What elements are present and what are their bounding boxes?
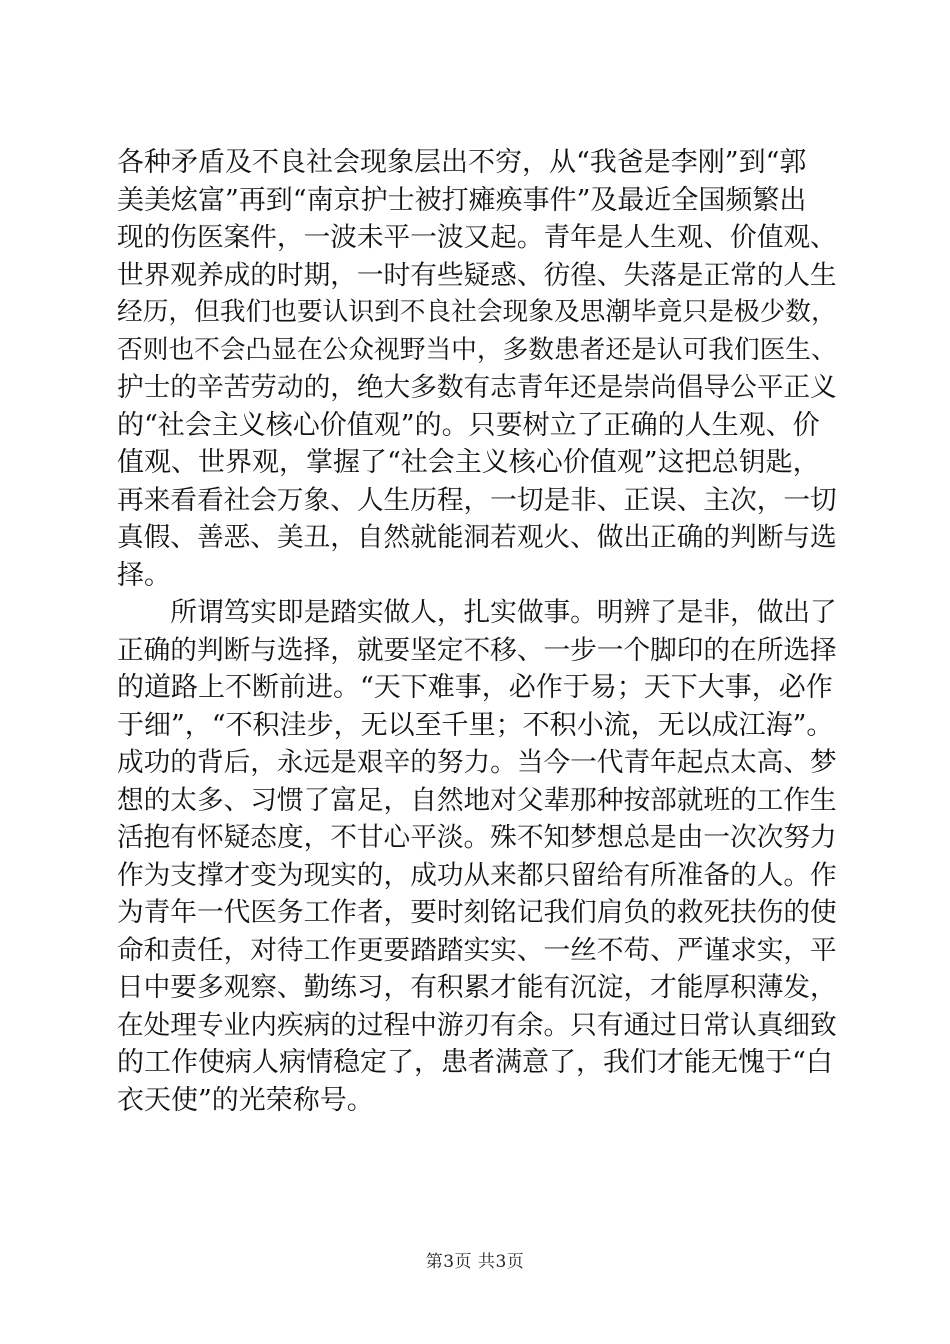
text-line: 所谓笃实即是踏实做人，扎实做事。明辨了是非，做出了 bbox=[117, 597, 837, 628]
text-line: 于细”，“不积洼步，无以至千里；不积小流，无以成江海”。 bbox=[117, 709, 834, 741]
text-line: 日中要多观察、勤练习，有积累才能有沉淀，才能厚积薄发， bbox=[117, 972, 837, 1003]
text-line: 成功的背后，永远是艰辛的努力。当今一代青年起点太高、梦 bbox=[117, 747, 837, 778]
text-line: 为青年一代医务工作者，要时刻铭记我们肩负的救死扶伤的使 bbox=[117, 897, 837, 928]
text-line: 值观、世界观，掌握了“社会主义核心价值观”这把总钥匙， bbox=[117, 447, 820, 478]
paragraph-2 bbox=[117, 594, 837, 1119]
text-line: 护士的辛苦劳动的，绝大多数有志青年还是崇尚倡导公平正义 bbox=[117, 372, 837, 403]
text-line: 命和责任，对待工作更要踏踏实实、一丝不苟、严谨求实，平 bbox=[117, 934, 837, 966]
text-line: 再来看看社会万象、人生历程，一切是非、正误、主次，一切 bbox=[117, 484, 837, 516]
text-line: 择。 bbox=[117, 559, 171, 591]
text-line: 的“社会主义核心价值观”的。只要树立了正确的人生观、价 bbox=[117, 409, 820, 441]
text-line: 经历，但我们也要认识到不良社会现象及思潮毕竟只是极少数， bbox=[117, 297, 837, 327]
text-line: 真假、善恶、美丑，自然就能洞若观火、做出正确的判断与选 bbox=[117, 522, 837, 553]
text-line: 的道路上不断前进。“天下难事，必作于易；天下大事，必作 bbox=[117, 672, 833, 703]
text-line: 活抱有怀疑态度，不甘心平淡。殊不知梦想总是由一次次努力 bbox=[117, 822, 837, 853]
text-line: 作为支撑才变为现实的，成功从来都只留给有所准备的人。作 bbox=[117, 859, 837, 891]
text-line: 的工作使病人病情稳定了，患者满意了，我们才能无愧于“白 bbox=[117, 1047, 833, 1078]
text-line: 想的太多、习惯了富足，自然地对父辈那种按部就班的工作生 bbox=[117, 784, 837, 816]
text-line: 世界观养成的时期，一时有些疑惑、彷徨、失落是正常的人生 bbox=[117, 259, 837, 291]
text-line: 正确的判断与选择，就要坚定不移、一步一个脚印的在所选择 bbox=[117, 634, 837, 666]
text-line: 在处理专业内疾病的过程中游刃有余。只有通过日常认真细致 bbox=[117, 1009, 837, 1041]
text-line: 现的伤医案件，一波未平一波又起。青年是人生观、价值观、 bbox=[117, 222, 837, 253]
page-indicator: 第3页 共3页 bbox=[425, 1252, 525, 1272]
page-footer bbox=[0, 1247, 950, 1272]
text-line: 否则也不会凸显在公众视野当中，多数患者还是认可我们医生、 bbox=[117, 334, 837, 365]
text-line: 美美炫富”再到“南京护士被打瘫痪事件”及最近全国频繁出 bbox=[117, 184, 807, 216]
text-line: 衣天使”的光荣称号。 bbox=[117, 1084, 374, 1116]
paragraph-1 bbox=[117, 144, 837, 594]
text-line: 各种矛盾及不良社会现象层出不穷，从“我爸是李刚”到“郭 bbox=[117, 147, 807, 178]
body-text bbox=[117, 144, 837, 1119]
